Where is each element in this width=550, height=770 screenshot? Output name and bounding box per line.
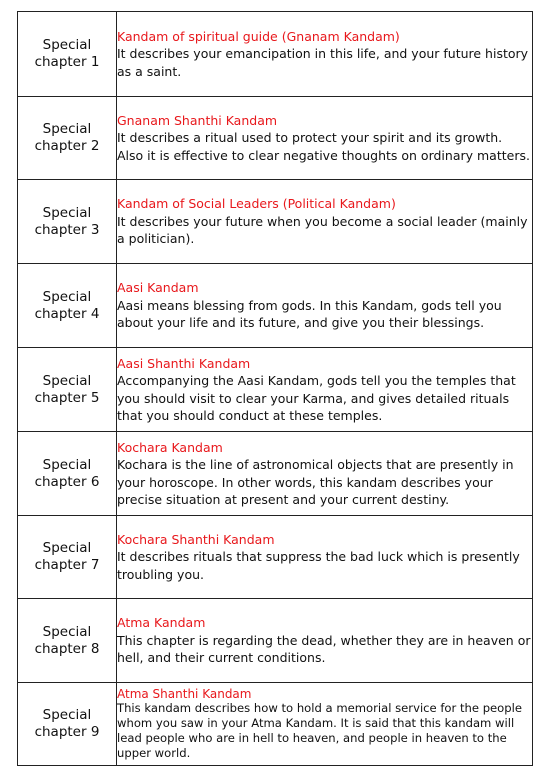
chapter-label-line2: chapter 4 [34,305,100,322]
chapter-description: It describes your future when you become a social leader (mainly a politician). [117,213,528,247]
chapter-label-line2: chapter 7 [34,557,100,573]
chapter-label-line2: chapter 1 [34,54,100,70]
chapter-label-cell [18,180,117,264]
chapter-content-cell [117,599,533,683]
table-row [18,97,533,180]
chapter-label-line2: chapter 9 [34,724,100,740]
chapter-label-line1: Special [42,623,92,640]
chapter-title: Kochara Shanthi Kandam [117,531,275,547]
chapter-label-cell [18,264,117,348]
chapter-label-line2: chapter 3 [34,221,100,238]
chapter-description: It describes rituals that suppress the bad luck which is presently troubling you. [117,549,520,582]
chapter-title: Aasi Kandam [117,280,199,296]
table-row [18,180,533,264]
chapter-description: It describes a ritual used to protect your spirit and its growth. Also it is effective to clear negative thoughts on ordinary matters. [117,130,530,163]
chapters-table [17,11,533,766]
chapter-label-line2: chapter 8 [34,640,100,657]
chapter-label-line1: Special [42,288,92,305]
chapter-label-cell [18,683,117,766]
chapter-content-cell [117,348,533,432]
chapter-title: Atma Kandam [117,615,206,631]
table-row [18,348,533,432]
chapter-title: Gnanam Shanthi Kandam [117,112,278,128]
chapter-title: Aasi Shanthi Kandam [117,355,251,371]
chapter-content-cell [117,180,533,264]
chapter-label-line1: Special [42,456,92,473]
chapter-description: Accompanying the Aasi Kandam, gods tell you the temples that you should visit to clear your Karma, and gives detailed rituals that you should conduct at these temples. [117,373,516,423]
chapter-label-cell [18,599,117,683]
chapter-label-line1: Special [42,372,92,389]
chapter-label-cell [18,516,117,599]
chapter-label-cell [18,348,117,432]
chapter-content-cell [117,432,533,516]
chapter-description: Kochara is the line of astronomical objects that are presently in your horoscope. In other words, this kandam describes your precise situation at present and your current destiny. [117,457,514,507]
chapter-label-line2: chapter 5 [34,389,100,406]
table-row [18,12,533,97]
table-row [18,516,533,599]
chapter-content-cell [117,516,533,599]
chapter-label-line1: Special [42,540,92,556]
chapter-description: It describes your emancipation in this life, and your future history as a saint. [117,46,529,79]
chapter-label-line2: chapter 6 [34,473,100,490]
chapter-title: Kandam of spiritual guide (Gnanam Kandam) [117,28,400,44]
table-row [18,264,533,348]
table-row [18,683,533,766]
chapter-description: This kandam describes how to hold a memorial service for the people whom you saw in your Atma Kandam. It is said that this kandam will lead people who are in hell to heaven, and people in heaven to the upper world. [117,700,522,761]
chapter-label-cell [18,432,117,516]
chapter-title: Kandam of Social Leaders (Political Kandam) [117,196,396,212]
chapter-title: Atma Shanthi Kandam [117,686,252,701]
chapter-content-cell [117,12,533,97]
chapter-content-cell [117,683,533,766]
chapter-description: Aasi means blessing from gods. In this Kandam, gods tell you about your life and its future, and give you their blessings. [117,297,502,331]
chapter-description: This chapter is regarding the dead, whether they are in heaven or hell, and their current conditions. [117,632,531,666]
chapter-content-cell [117,264,533,348]
chapter-label-line1: Special [42,204,92,221]
chapter-label-line2: chapter 2 [34,138,100,154]
chapter-title: Kochara Kandam [117,439,223,455]
chapter-label-line1: Special [42,707,92,723]
chapter-label-cell [18,12,117,97]
table-row [18,432,533,516]
chapter-label-cell [18,97,117,180]
chapter-label-line1: Special [42,37,92,53]
table-row [18,599,533,683]
chapter-content-cell [117,97,533,180]
chapter-label-line1: Special [42,121,92,137]
